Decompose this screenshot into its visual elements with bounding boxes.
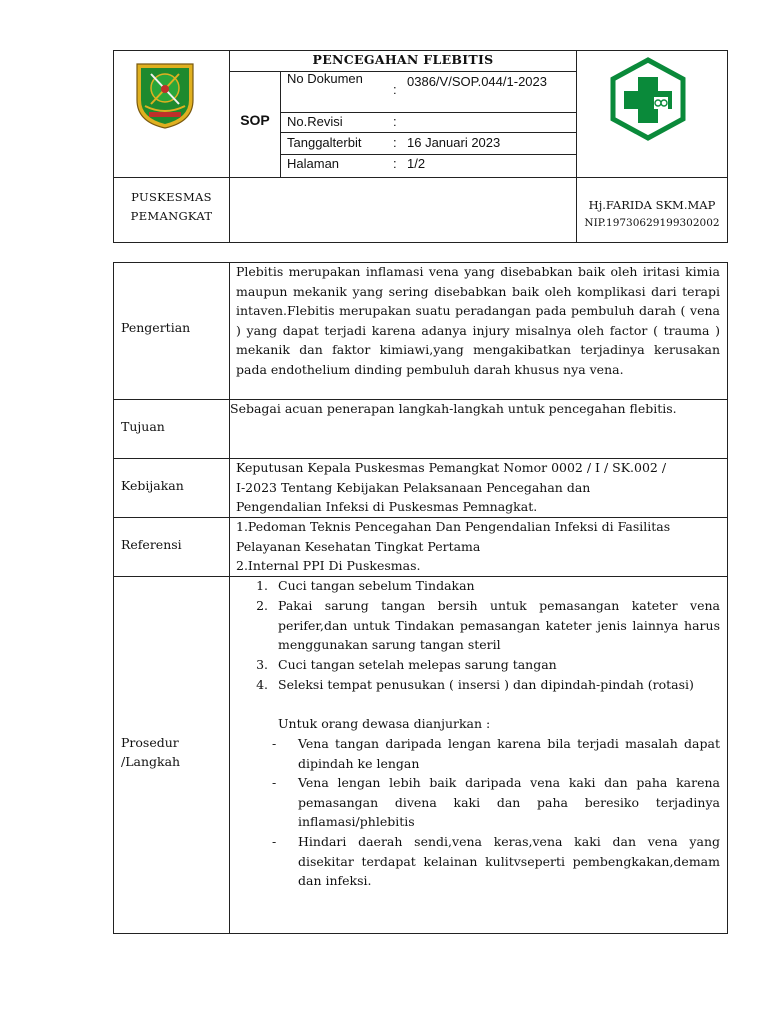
halaman-value: 1/2 — [407, 156, 426, 171]
procedure-item-text: Seleksi tempat penusukan ( insersi ) dan dipindah-pindah (rotasi) — [278, 677, 694, 692]
dash-bullet: - — [272, 834, 277, 849]
halaman-label: Halaman — [287, 156, 340, 171]
dash-bullet: - — [272, 775, 277, 790]
procedure-item-text: Cuci tangan sebelum Tindakan — [278, 578, 475, 593]
signer-name: Hj.FARIDA SKM.MAP — [588, 198, 716, 212]
tanggal-terbit-colon: : — [393, 135, 397, 150]
org-name-line2: PEMANGKAT — [130, 209, 213, 223]
procedure-sub-heading: Untuk orang dewasa dianjurkan : — [278, 716, 491, 731]
referensi-line1: 1.Pedoman Teknis Pencegahan Dan Pengendalian Infeksi di Fasilitas Pelayanan Kesehatan Tingkat Pertama — [236, 519, 671, 554]
procedure-sub-item-text: Hindari daerah sendi,vena keras,vena kaki dan vena yang disekitar terdapat kelainan kulitvseperti pembengkakan,demam dan infeksi. — [298, 834, 720, 889]
no-dokumen-value: 0386/V/SOP.044/1-2023 — [407, 74, 547, 89]
kabupaten-crest-logo — [131, 60, 199, 130]
procedure-item-number: 3. — [256, 657, 268, 672]
procedure-item-number: 4. — [256, 677, 268, 692]
procedure-item-number: 2. — [256, 598, 268, 613]
procedure-item-number: 1. — [256, 578, 268, 593]
tanggal-terbit-value: 16 Januari 2023 — [407, 135, 501, 150]
no-revisi-colon: : — [393, 114, 397, 129]
halaman-colon: : — [393, 156, 397, 171]
no-dokumen-label: No Dokumen — [287, 71, 363, 86]
prosedur-label-line1: Prosedur — [121, 735, 179, 750]
sop-label: SOP — [240, 112, 270, 128]
kebijakan-text: Keputusan Kepala Puskesmas Pemangkat Nomor 0002 / I / SK.002 / I-2023 Tentang Kebijakan Pelaksanaan Pencegahan dan Pengendalian Infeksi di Puskesmas Pemnagkat. — [236, 460, 667, 515]
referensi-label: Referensi — [121, 537, 182, 552]
tanggal-terbit-label: Tanggalterbit — [287, 135, 362, 150]
signer-nip: NIP.19730629199302002 — [584, 217, 720, 229]
no-dokumen-colon: : — [393, 82, 397, 97]
procedure-sub-item-text: Vena lengan lebih baik daripada vena kaki dan paha karena pemasangan divena kaki dan paha beresiko terjadinya inflamasi/phlebitis — [298, 775, 720, 830]
dash-bullet: - — [272, 736, 277, 751]
prosedur-label-line2: /Langkah — [121, 754, 181, 769]
pengertian-label: Pengertian — [121, 320, 191, 335]
document-title: PENCEGAHAN FLEBITIS — [312, 52, 494, 67]
no-revisi-label: No.Revisi — [287, 114, 343, 129]
tujuan-text: Sebagai acuan penerapan langkah-langkah untuk pencegahan flebitis. — [230, 401, 677, 416]
procedure-sub-item-text: Vena tangan daripada lengan karena bila terjadi masalah dapat dipindah ke lengan — [298, 736, 720, 771]
pengertian-text: Plebitis merupakan inflamasi vena yang disebabkan baik oleh iritasi kimia maupun mekanik yang sering disebabkan baik oleh komplikasi dari terapi intaven.Flebitis merupakan suatu peradangan pada pembuluh darah ( vena ) yang dapat terjadi karena adanya injury misalnya oleh factor ( trauma ) mekanik dan faktor kimiawi,yang mengakibatkan terjadinya kerusakan pada endothelium dinding pembuluh darah khusus nya vena. — [236, 264, 720, 377]
referensi-line2: 2.Internal PPI Di Puskesmas. — [236, 558, 421, 573]
procedure-item-text: Pakai sarung tangan bersih untuk pemasangan kateter vena perifer,dan untuk Tindakan pemasangan kateter jenis lainnya harus menggunakan sarung tangan steril — [278, 598, 720, 653]
org-name-line1: PUSKESMAS — [131, 190, 212, 204]
kebijakan-label: Kebijakan — [121, 478, 184, 493]
puskesmas-logo — [608, 57, 688, 141]
tujuan-label: Tujuan — [121, 419, 165, 434]
procedure-item-text: Cuci tangan setelah melepas sarung tangan — [278, 657, 557, 672]
